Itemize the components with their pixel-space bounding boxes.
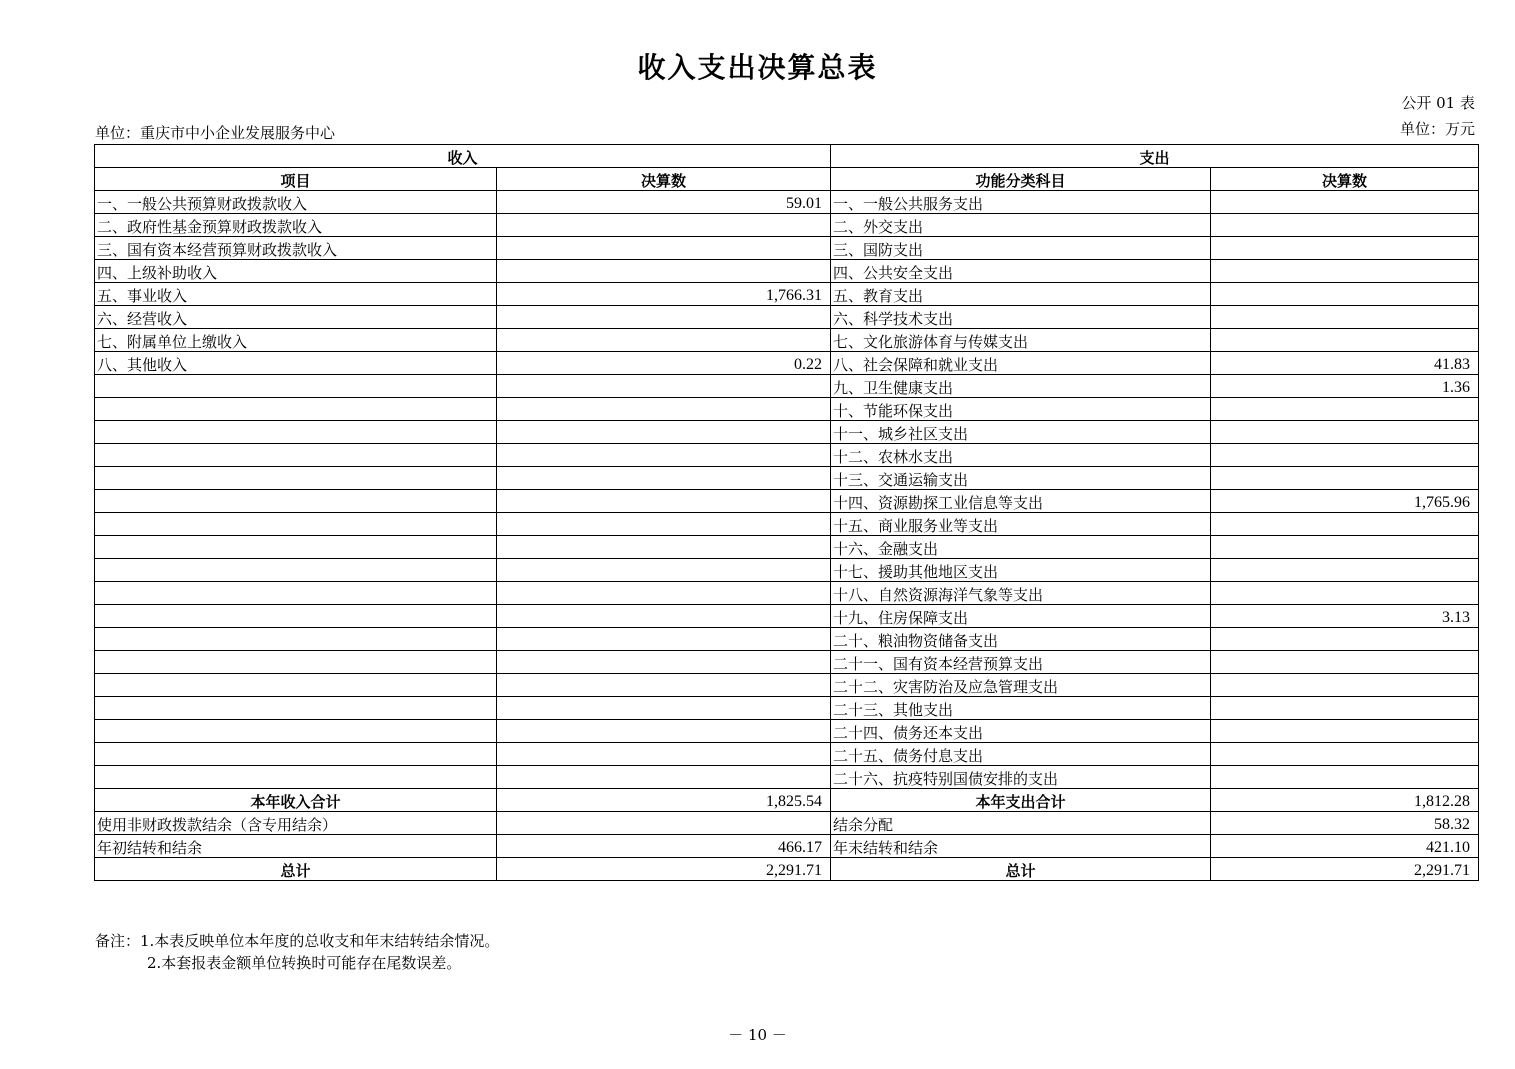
- income-item-value: [497, 490, 831, 513]
- expense-item-label: 八、社会保障和就业支出: [831, 352, 1211, 375]
- expense-item-label: 十六、金融支出: [831, 536, 1211, 559]
- table-row: [95, 766, 1479, 789]
- table-row: [95, 352, 1479, 375]
- income-item-value: [497, 697, 831, 720]
- expense-item-value: 1.36: [1211, 375, 1479, 398]
- table-row: [95, 490, 1479, 513]
- expense-item-label: 十二、农林水支出: [831, 444, 1211, 467]
- table-row: [95, 720, 1479, 743]
- table-row: [95, 536, 1479, 559]
- table-row: [95, 444, 1479, 467]
- begin-carryover-label: 年初结转和结余: [95, 835, 497, 858]
- grand-total-income-value: 2,291.71: [497, 858, 831, 881]
- table-row: [95, 283, 1479, 306]
- income-item-label: [95, 559, 497, 582]
- page-title: 收入支出决算总表: [637, 51, 878, 84]
- expense-item-label: 四、公共安全支出: [831, 260, 1211, 283]
- expense-item-label: 二十六、抗疫特别国债安排的支出: [831, 766, 1211, 789]
- income-item-label: [95, 444, 497, 467]
- expense-section-header: 支出: [831, 145, 1479, 168]
- col-header-amount2: 决算数: [1211, 168, 1479, 191]
- expense-item-value: [1211, 674, 1479, 697]
- expense-item-label: 一、一般公共服务支出: [831, 191, 1211, 214]
- income-item-label: [95, 605, 497, 628]
- table-row: [95, 628, 1479, 651]
- table-column-header-row: [95, 168, 1479, 191]
- table-row: [95, 398, 1479, 421]
- income-item-label: [95, 375, 497, 398]
- table-row: [95, 260, 1479, 283]
- income-item-value: [497, 582, 831, 605]
- income-item-value: [497, 421, 831, 444]
- expense-item-value: 1,765.96: [1211, 490, 1479, 513]
- expense-item-value: [1211, 766, 1479, 789]
- table-row: [95, 421, 1479, 444]
- grand-total-row: [95, 858, 1479, 881]
- income-item-label: 三、国有资本经营预算财政拨款收入: [95, 237, 497, 260]
- expense-item-value: [1211, 191, 1479, 214]
- expense-item-label: 十五、商业服务业等支出: [831, 513, 1211, 536]
- col-header-amount: 决算数: [497, 168, 831, 191]
- income-item-label: [95, 697, 497, 720]
- expense-item-value: [1211, 467, 1479, 490]
- expense-item-label: 十四、资源勘探工业信息等支出: [831, 490, 1211, 513]
- expense-item-value: [1211, 513, 1479, 536]
- table-row: [95, 329, 1479, 352]
- income-item-value: 59.01: [497, 191, 831, 214]
- income-expense-table: [94, 144, 1479, 881]
- expense-item-label: 三、国防支出: [831, 237, 1211, 260]
- form-number: 公开 01 表: [1401, 94, 1475, 112]
- expense-item-label: 二十三、其他支出: [831, 697, 1211, 720]
- income-item-label: [95, 651, 497, 674]
- year-total-row: [95, 789, 1479, 812]
- income-item-label: [95, 513, 497, 536]
- table-row: [95, 513, 1479, 536]
- income-item-value: [497, 651, 831, 674]
- table-row: [95, 697, 1479, 720]
- note-line-2: 2.本套报表金额单位转换时可能存在尾数误差。: [147, 954, 462, 972]
- income-item-value: [497, 237, 831, 260]
- table-row: [95, 467, 1479, 490]
- expense-item-label: 十八、自然资源海洋气象等支出: [831, 582, 1211, 605]
- table-row: [95, 605, 1479, 628]
- income-item-label: [95, 421, 497, 444]
- income-item-label: 五、事业收入: [95, 283, 497, 306]
- nonfiscal-label: 使用非财政拨款结余（含专用结余）: [95, 812, 497, 835]
- income-item-label: [95, 398, 497, 421]
- end-carryover-label: 年末结转和结余: [831, 835, 1211, 858]
- income-item-label: 七、附属单位上缴收入: [95, 329, 497, 352]
- expense-item-value: [1211, 444, 1479, 467]
- income-item-value: [497, 628, 831, 651]
- note-line-1: 备注：1.本表反映单位本年度的总收支和年末结转结余情况。: [95, 932, 500, 950]
- expense-item-label: 二十一、国有资本经营预算支出: [831, 651, 1211, 674]
- page-number: － 10 －: [728, 1026, 787, 1044]
- income-item-label: 一、一般公共预算财政拨款收入: [95, 191, 497, 214]
- expense-item-label: 十七、援助其他地区支出: [831, 559, 1211, 582]
- surplus-distribution-label: 结余分配: [831, 812, 1211, 835]
- income-item-value: [497, 467, 831, 490]
- expense-total-value: 1,812.28: [1211, 789, 1479, 812]
- organization-unit: 单位：重庆市中小企业发展服务中心: [95, 124, 336, 142]
- income-item-value: [497, 444, 831, 467]
- expense-item-value: [1211, 628, 1479, 651]
- table-row: [95, 651, 1479, 674]
- col-header-item: 项目: [95, 168, 497, 191]
- table-section-header-row: [95, 145, 1479, 168]
- expense-item-value: [1211, 398, 1479, 421]
- income-item-value: [497, 605, 831, 628]
- expense-item-value: [1211, 720, 1479, 743]
- expense-item-value: [1211, 260, 1479, 283]
- carryover-row: [95, 835, 1479, 858]
- income-item-label: 二、政府性基金预算财政拨款收入: [95, 214, 497, 237]
- table-row: [95, 237, 1479, 260]
- income-total-label: 本年收入合计: [95, 789, 497, 812]
- income-item-value: [497, 329, 831, 352]
- expense-item-label: 九、卫生健康支出: [831, 375, 1211, 398]
- income-item-label: 四、上级补助收入: [95, 260, 497, 283]
- notes: [95, 930, 499, 974]
- expense-item-value: [1211, 421, 1479, 444]
- income-item-label: [95, 490, 497, 513]
- income-total-value: 1,825.54: [497, 789, 831, 812]
- expense-item-label: 六、科学技术支出: [831, 306, 1211, 329]
- expense-item-label: 十三、交通运输支出: [831, 467, 1211, 490]
- table-row: [95, 306, 1479, 329]
- income-section-header: 收入: [95, 145, 831, 168]
- income-item-value: [497, 766, 831, 789]
- income-item-value: [497, 536, 831, 559]
- table-row: [95, 191, 1479, 214]
- expense-item-value: [1211, 536, 1479, 559]
- table-row: [95, 214, 1479, 237]
- income-item-value: [497, 559, 831, 582]
- table-row: [95, 559, 1479, 582]
- expense-item-label: 十一、城乡社区支出: [831, 421, 1211, 444]
- surplus-distribution-value: 58.32: [1211, 812, 1479, 835]
- income-item-label: [95, 766, 497, 789]
- expense-item-value: [1211, 237, 1479, 260]
- income-item-value: 1,766.31: [497, 283, 831, 306]
- expense-item-value: [1211, 582, 1479, 605]
- income-item-value: [497, 720, 831, 743]
- expense-item-label: 七、文化旅游体育与传媒支出: [831, 329, 1211, 352]
- income-item-label: [95, 536, 497, 559]
- expense-item-label: 五、教育支出: [831, 283, 1211, 306]
- expense-item-label: 十、节能环保支出: [831, 398, 1211, 421]
- nonfiscal-value: [497, 812, 831, 835]
- table-row: [95, 375, 1479, 398]
- expense-item-value: [1211, 329, 1479, 352]
- expense-item-label: 二、外交支出: [831, 214, 1211, 237]
- income-item-value: [497, 513, 831, 536]
- expense-item-value: [1211, 306, 1479, 329]
- income-item-value: [497, 375, 831, 398]
- expense-item-value: [1211, 651, 1479, 674]
- expense-item-value: [1211, 283, 1479, 306]
- expense-item-label: 二十二、灾害防治及应急管理支出: [831, 674, 1211, 697]
- income-item-value: [497, 214, 831, 237]
- table-row: [95, 582, 1479, 605]
- expense-item-label: 二十、粮油物资储备支出: [831, 628, 1211, 651]
- expense-item-value: [1211, 559, 1479, 582]
- income-item-value: [497, 398, 831, 421]
- nonfiscal-row: [95, 812, 1479, 835]
- grand-total-expense-label: 总计: [831, 858, 1211, 881]
- table-row: [95, 743, 1479, 766]
- income-item-label: [95, 582, 497, 605]
- income-item-label: [95, 674, 497, 697]
- grand-total-income-label: 总计: [95, 858, 497, 881]
- begin-carryover-value: 466.17: [497, 835, 831, 858]
- expense-item-label: 二十四、债务还本支出: [831, 720, 1211, 743]
- income-item-value: [497, 674, 831, 697]
- income-item-value: 0.22: [497, 352, 831, 375]
- income-item-label: 六、经营收入: [95, 306, 497, 329]
- income-item-label: [95, 720, 497, 743]
- expense-total-label: 本年支出合计: [831, 789, 1211, 812]
- grand-total-expense-value: 2,291.71: [1211, 858, 1479, 881]
- expense-item-value: [1211, 697, 1479, 720]
- currency-unit: 单位：万元: [1399, 120, 1475, 138]
- col-header-function: 功能分类科目: [831, 168, 1211, 191]
- income-item-value: [497, 743, 831, 766]
- expense-item-label: 二十五、债务付息支出: [831, 743, 1211, 766]
- expense-item-value: 3.13: [1211, 605, 1479, 628]
- expense-item-value: [1211, 214, 1479, 237]
- table-row: [95, 674, 1479, 697]
- expense-item-label: 十九、住房保障支出: [831, 605, 1211, 628]
- income-item-label: [95, 743, 497, 766]
- income-item-value: [497, 306, 831, 329]
- expense-item-value: 41.83: [1211, 352, 1479, 375]
- income-item-label: [95, 628, 497, 651]
- income-item-label: 八、其他收入: [95, 352, 497, 375]
- expense-item-value: [1211, 743, 1479, 766]
- end-carryover-value: 421.10: [1211, 835, 1479, 858]
- income-item-label: [95, 467, 497, 490]
- income-item-value: [497, 260, 831, 283]
